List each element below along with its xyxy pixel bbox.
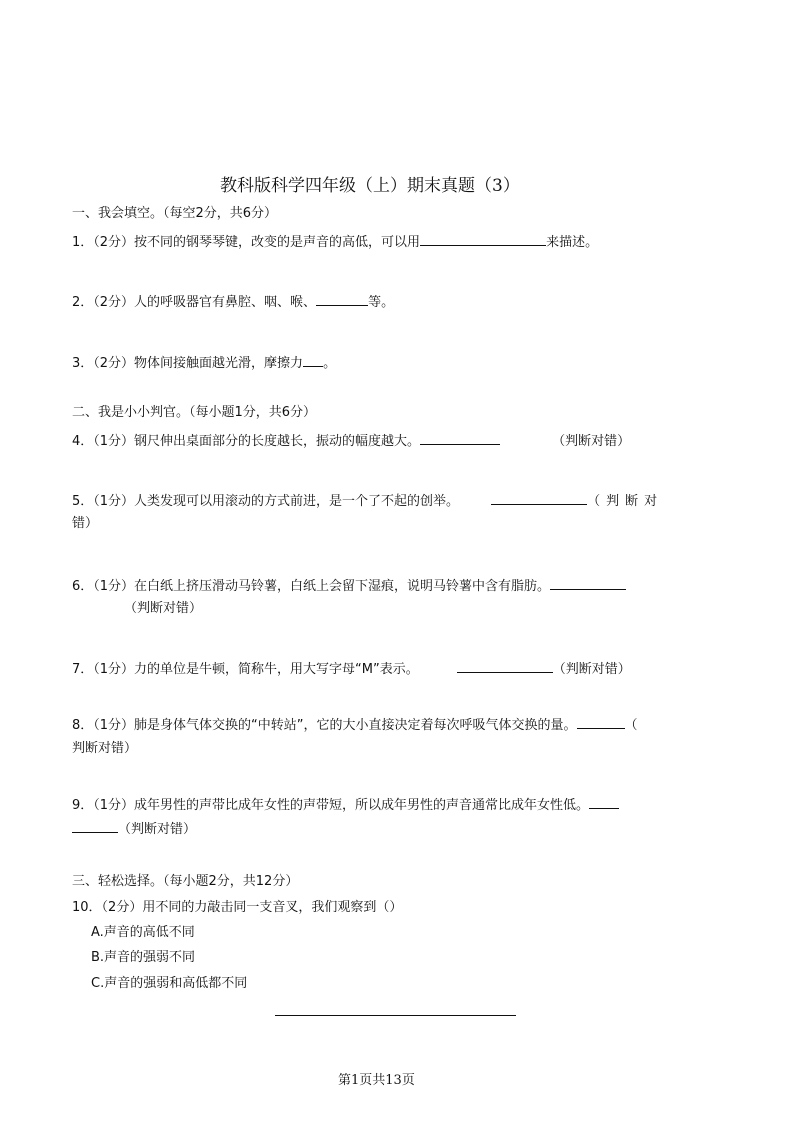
footer-divider: [275, 1015, 516, 1016]
question-text: （2分）按不同的钢琴琴键，改变的是声音的高低，可以用: [93, 235, 421, 250]
question-8-line2: 判断对错）: [72, 741, 138, 756]
question-6-line2: （判断对错）: [124, 601, 203, 616]
judge-label: （判断对错）: [552, 434, 631, 449]
question-7: [72, 659, 631, 679]
answer-blank[interactable]: [420, 232, 546, 246]
answer-blank[interactable]: [303, 353, 323, 367]
question-5: [72, 491, 663, 511]
question-3: [72, 353, 336, 373]
question-number: 5．: [72, 494, 94, 509]
question-text: （2分）人的呼吸器官有鼻腔、咽、喉、: [93, 295, 317, 310]
question-text: （2分）物体间接触面越光滑，摩擦力: [93, 356, 304, 371]
question-4: [72, 431, 630, 451]
question-number: 7．: [72, 662, 94, 677]
option-c[interactable]: C.声音的强弱和高低都不同: [91, 976, 248, 991]
page-title: 教科版科学四年级（上）期末真题（3）: [220, 176, 520, 196]
answer-blank[interactable]: [550, 576, 626, 590]
question-6: [72, 576, 626, 596]
answer-blank[interactable]: [577, 715, 625, 729]
answer-blank[interactable]: [316, 292, 368, 306]
question-number: 3．: [72, 356, 94, 371]
question-text-after: 等。: [368, 295, 395, 310]
question-text-after: 来描述。: [546, 235, 599, 250]
question-text: （1分）钢尺伸出桌面部分的长度越长，振动的幅度越大。: [93, 434, 421, 449]
answer-blank[interactable]: [72, 819, 118, 833]
question-text: （1分）在白纸上挤压滑动马铃薯，白纸上会留下湿痕，说明马铃薯中含有脂肪。: [93, 579, 551, 594]
answer-blank[interactable]: [420, 431, 500, 445]
judge-label: （判断对: [587, 494, 664, 509]
question-5-line2: 错）: [72, 516, 99, 531]
question-number: 6．: [72, 579, 94, 594]
question-number: 2．: [72, 295, 94, 310]
question-text-after: 。: [323, 356, 337, 371]
question-number: 4．: [72, 434, 94, 449]
judge-label: （判断对错）: [118, 822, 197, 837]
question-10: [72, 899, 402, 917]
judge-label: （: [624, 718, 638, 733]
question-2: [72, 292, 394, 312]
judge-label: （判断对错）: [552, 662, 631, 677]
question-number: 10．: [72, 900, 102, 915]
question-1: [72, 232, 598, 252]
section-heading-1: 一、我会填空。（每空2分，共6分）: [72, 206, 278, 221]
answer-blank[interactable]: [589, 795, 619, 809]
section-heading-3: 三、轻松选择。（每小题2分，共12分）: [72, 874, 299, 889]
question-text: （1分）力的单位是牛顿，简称牛，用大写字母“M”表示。: [93, 662, 419, 677]
answer-blank[interactable]: [491, 491, 587, 505]
question-text: （2分）用不同的力敲击同一支音叉，我们观察到（）: [101, 900, 403, 915]
option-b[interactable]: B.声音的强弱不同: [91, 950, 196, 965]
page-footer: 第1页共13页: [338, 1073, 415, 1088]
question-text: （1分）人类发现可以用滚动的方式前进，是一个了不起的创举。: [93, 494, 460, 509]
option-a[interactable]: A.声音的高低不同: [91, 925, 195, 940]
question-8: [72, 715, 638, 735]
question-text: （1分）成年男性的声带比成年女性的声带短，所以成年男性的声音通常比成年女性低。: [93, 798, 590, 813]
question-9-line2: [72, 819, 196, 839]
answer-blank[interactable]: [457, 659, 553, 673]
question-number: 8．: [72, 718, 94, 733]
question-number: 9．: [72, 798, 94, 813]
question-text: （1分）肺是身体气体交换的“中转站”，它的大小直接决定着每次呼吸气体交换的量。: [93, 718, 577, 733]
question-9: [72, 795, 619, 815]
section-heading-2: 二、我是小小判官。（每小题1分，共6分）: [72, 405, 317, 420]
question-number: 1．: [72, 235, 94, 250]
